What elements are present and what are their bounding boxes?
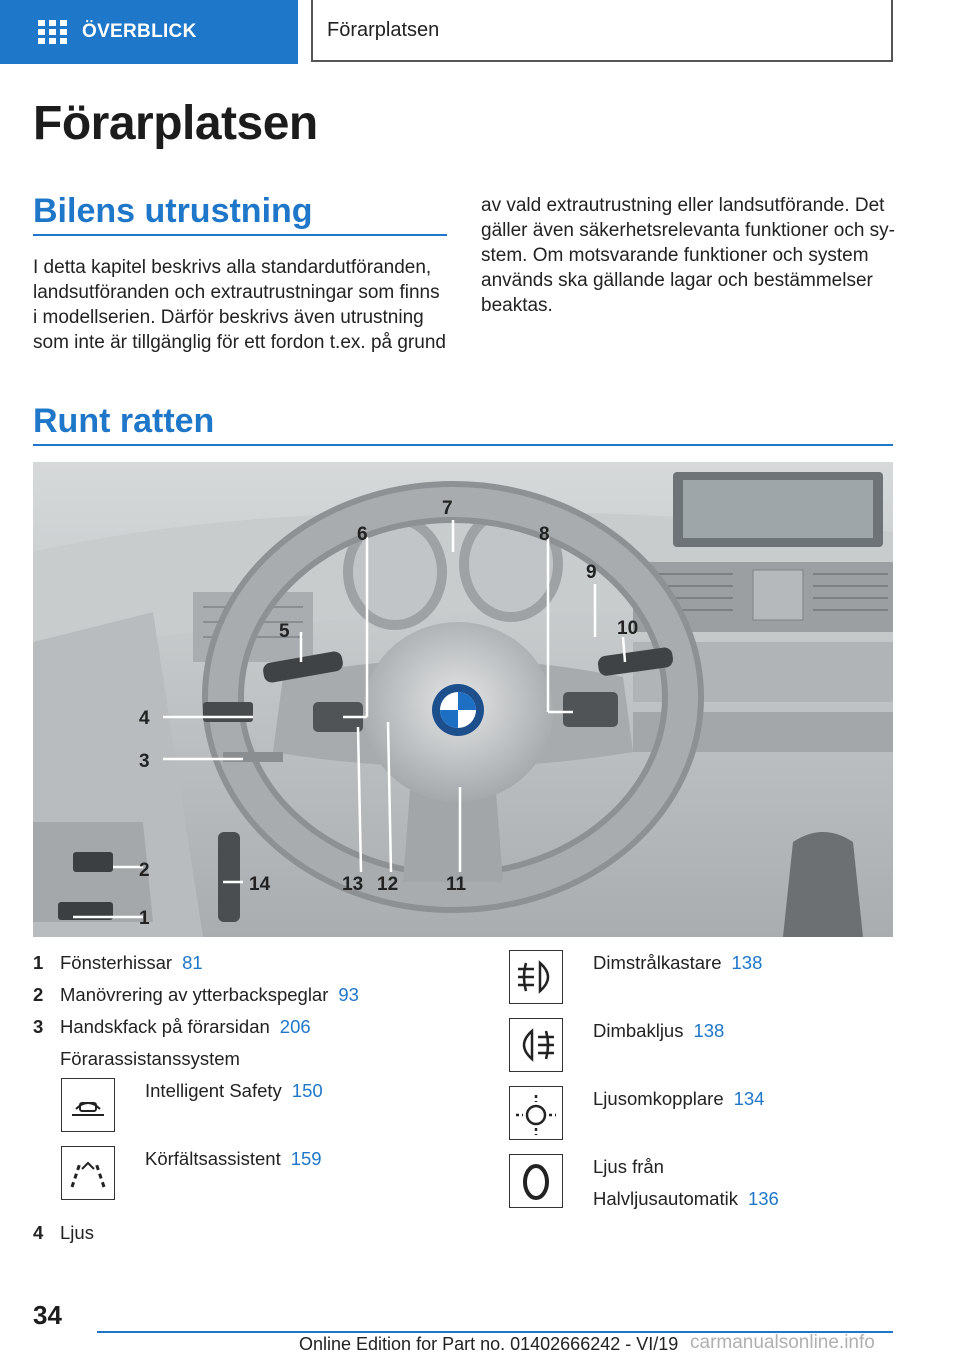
grid-menu-icon	[38, 20, 68, 44]
callout-7: 7	[442, 498, 453, 519]
callout-4: 4	[139, 708, 150, 729]
legend-right	[509, 950, 899, 1220]
intro-text-col1: I detta kapitel beskrivs alla standardutföranden, landsutföranden och extrautrustningar som finns i modellserien. Därför beskrivs även utrustning som inte är tillgänglig för ett fordon t.ex. på grund	[33, 257, 446, 353]
legend-item-auto-low-beam: Halvljusautomatik 136	[593, 1188, 779, 1209]
callout-14: 14	[249, 874, 271, 895]
page-ref-link[interactable]: 138	[731, 952, 763, 973]
legend-item-front-fog: Dimstrålkastare 138	[593, 952, 763, 973]
callout-2: 2	[139, 860, 150, 881]
front-fog-light-icon	[509, 950, 563, 1004]
callout-9: 9	[586, 562, 597, 583]
page-ref-link[interactable]: 136	[747, 1188, 779, 1209]
legend-left: 1 Fönsterhissar 81 2 Manövrering av ytterbackspeglar 93 3 Handskfack på förarsidan 206 Förarassistanssystem Intelligent Safety 150 Körfältsassistent 159 4 Ljus	[33, 952, 359, 1243]
page-ref-link[interactable]: 138	[693, 1020, 725, 1041]
watermark: carmanualsonline.info	[690, 1332, 875, 1353]
page-ref-link[interactable]: 159	[290, 1148, 322, 1169]
callout-6: 6	[357, 524, 368, 545]
lane-assist-icon	[61, 1146, 115, 1200]
section-rule	[33, 444, 893, 446]
header-section-title: Förarplatsen	[311, 0, 893, 62]
page-ref-link[interactable]: 93	[338, 984, 359, 1005]
page-title: Förarplatsen	[33, 97, 318, 150]
legend-item-intelligent-safety: Intelligent Safety 150	[145, 1080, 323, 1101]
page-ref-link[interactable]: 206	[279, 1016, 311, 1037]
section-title-steering: Runt ratten	[33, 402, 215, 440]
intro-text-col2: av vald extrautrustning eller landsutförande. Det gäller även säkerhetsrelevanta funktioner och sy-stem. Om motsvarande funktioner och system används ska gällande lagar och bestämmelser beaktas.	[481, 195, 896, 316]
legend-item-light-off: Ljus från	[593, 1156, 664, 1177]
overview-tab[interactable]	[0, 0, 298, 64]
page-number: 34	[33, 1300, 62, 1330]
section-rule	[33, 234, 447, 236]
intelligent-safety-icon	[61, 1078, 115, 1132]
callout-8: 8	[539, 524, 550, 545]
legend-item-rear-fog: Dimbakljus 138	[593, 1020, 725, 1041]
callout-12: 12	[377, 874, 399, 895]
section-title-equipment: Bilens utrustning	[33, 192, 313, 230]
legend-item-lane-assist: Körfältsassistent 159	[145, 1148, 322, 1169]
callout-10: 10	[617, 618, 639, 639]
callout-13: 13	[342, 874, 364, 895]
callout-1: 1	[139, 908, 150, 929]
overview-tab-label: ÖVERBLICK	[82, 21, 197, 42]
page-ref-link[interactable]: 134	[733, 1088, 765, 1109]
page-ref-link[interactable]: 81	[182, 952, 203, 973]
callout-5: 5	[279, 621, 290, 642]
light-switch-icon	[509, 1086, 563, 1140]
page-ref-link[interactable]: 150	[291, 1080, 323, 1101]
cockpit-figure	[33, 462, 893, 937]
light-off-icon	[509, 1154, 563, 1208]
callout-3: 3	[139, 751, 150, 772]
callout-11: 11	[446, 874, 467, 895]
footer-edition: Online Edition for Part no. 01402666242 - VI/19	[299, 1334, 679, 1354]
legend-item-light-switch: Ljusomkopplare 134	[593, 1088, 765, 1109]
rear-fog-light-icon	[509, 1018, 563, 1072]
